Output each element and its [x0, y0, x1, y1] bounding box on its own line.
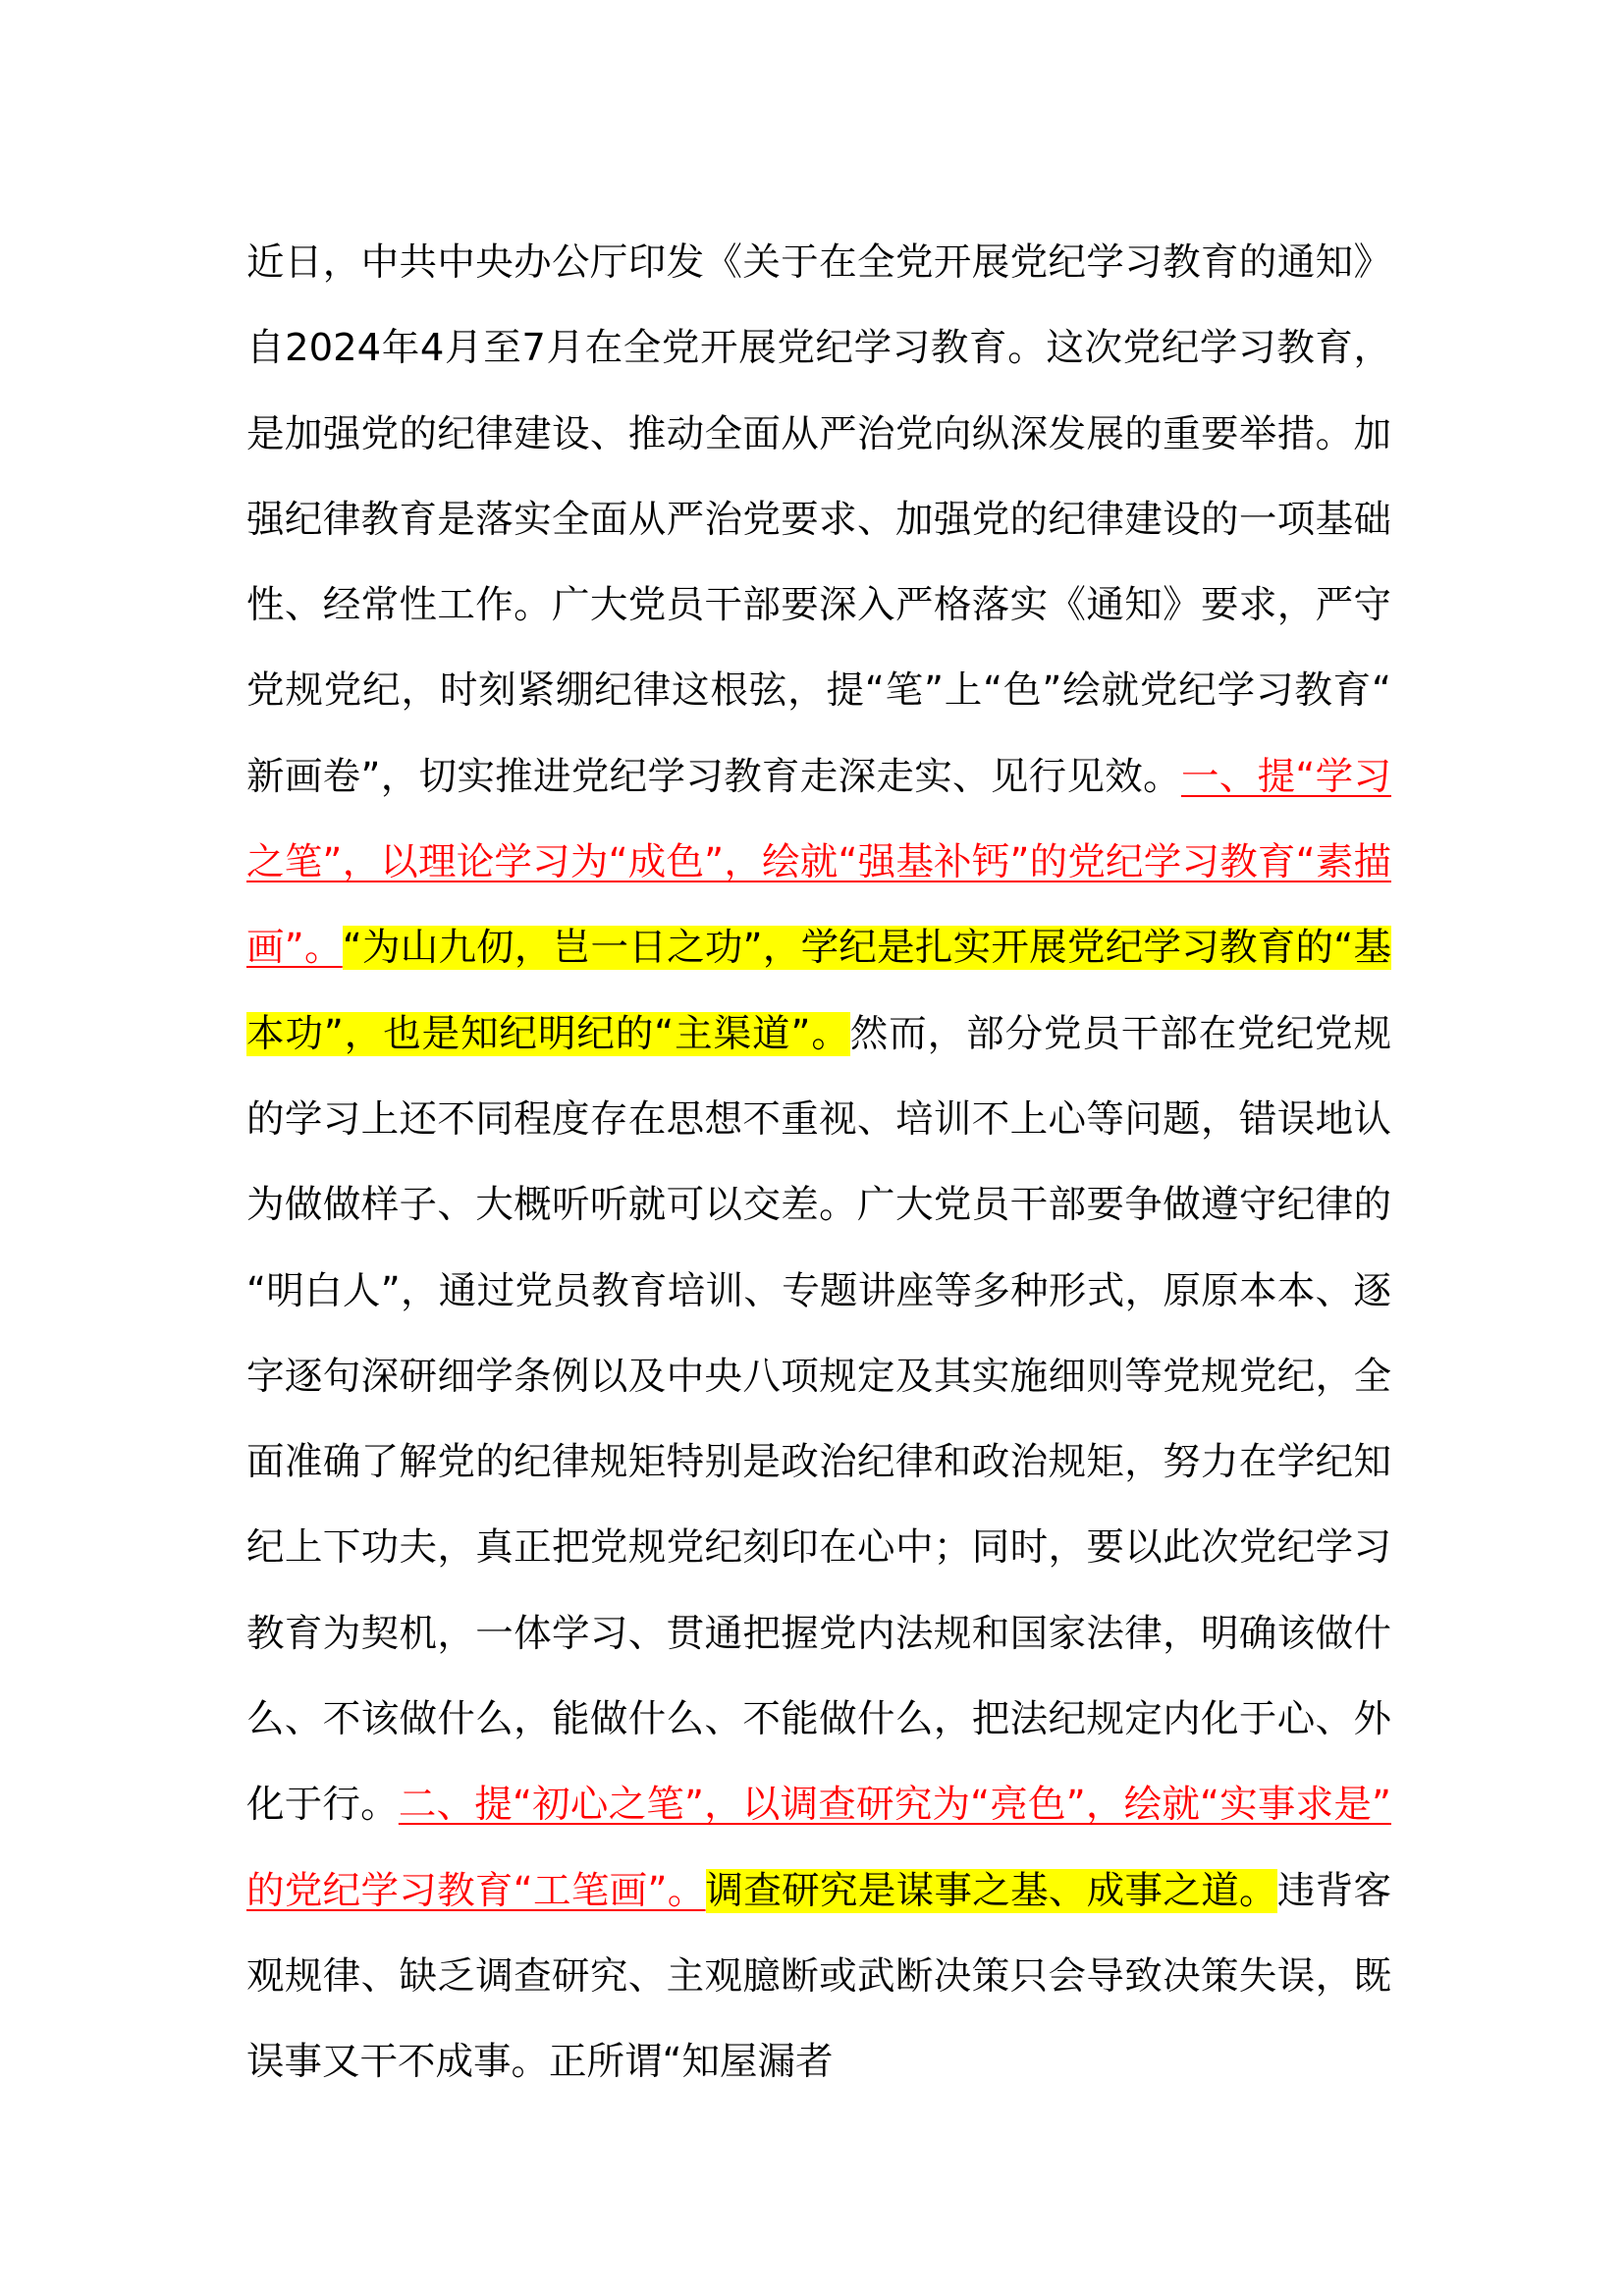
section-1-body: 然而，部分党员干部在党纪党规的学习上还不同程度存在思想不重视、培训不上心等问题，错误地认为做做样子、大概听听就可以交差。广大党员干部要争做遵守纪律的“明白人”，通过党员教育培训、专题讲座等多种形式，原原本本、逐字逐句深研细学条例以及中央八项规定及其实施细则等党规党纪，全面准确了解党的纪律规矩特别是政治纪律和政治规矩，努力在学纪知纪上下功夫，真正把党规党纪刻印在心中；同时，要以此次党纪学习教育为契机，一体学习、贯通把握党内法规和国家法律，明确该做什么、不该做什么，能做什么、不能做什么，把法纪规定内化于心、外化于行。: [246, 1011, 1391, 1828]
body-paragraph: [246, 220, 1391, 2106]
section-1-title: 一、提“学习之笔”，以理论学习为“成色”，绘就“强基补钙”的党纪学习教育“素描画”。: [246, 754, 1391, 971]
section-2-title: 二、提“初心之笔”，以调查研究为“亮色”，绘就“实事求是”的党纪学习教育“工笔画”。: [246, 1783, 1391, 1913]
intro-text: 近日，中共中央办公厅印发《关于在全党开展党纪学习教育的通知》自2024年4月至7月在全党开展党纪学习教育。这次党纪学习教育，是加强党的纪律建设、推动全面从严治党向纵深发展的重要举措。加强纪律教育是落实全面从严治党要求、加强党的纪律建设的一项基础性、经常性工作。广大党员干部要深入严格落实《通知》要求，严守党规党纪，时刻紧绷纪律这根弦，提“笔”上“色”绘就党纪学习教育“新画卷”，切实推进党纪学习教育走深走实、见行见效。: [246, 240, 1391, 799]
section-1-highlight: “为山九仞，岂一日之功”，学纪是扎实开展党纪学习教育的“基本功”，也是知纪明纪的“主渠道”。: [246, 926, 1391, 1056]
section-2-highlight: 调查研究是谋事之基、成事之道。: [705, 1868, 1277, 1913]
section-2-body: 违背客观规律、缺乏调查研究、主观臆断或武断决策只会导致决策失误，既误事又干不成事。正所谓“知屋漏者: [246, 1868, 1391, 2085]
